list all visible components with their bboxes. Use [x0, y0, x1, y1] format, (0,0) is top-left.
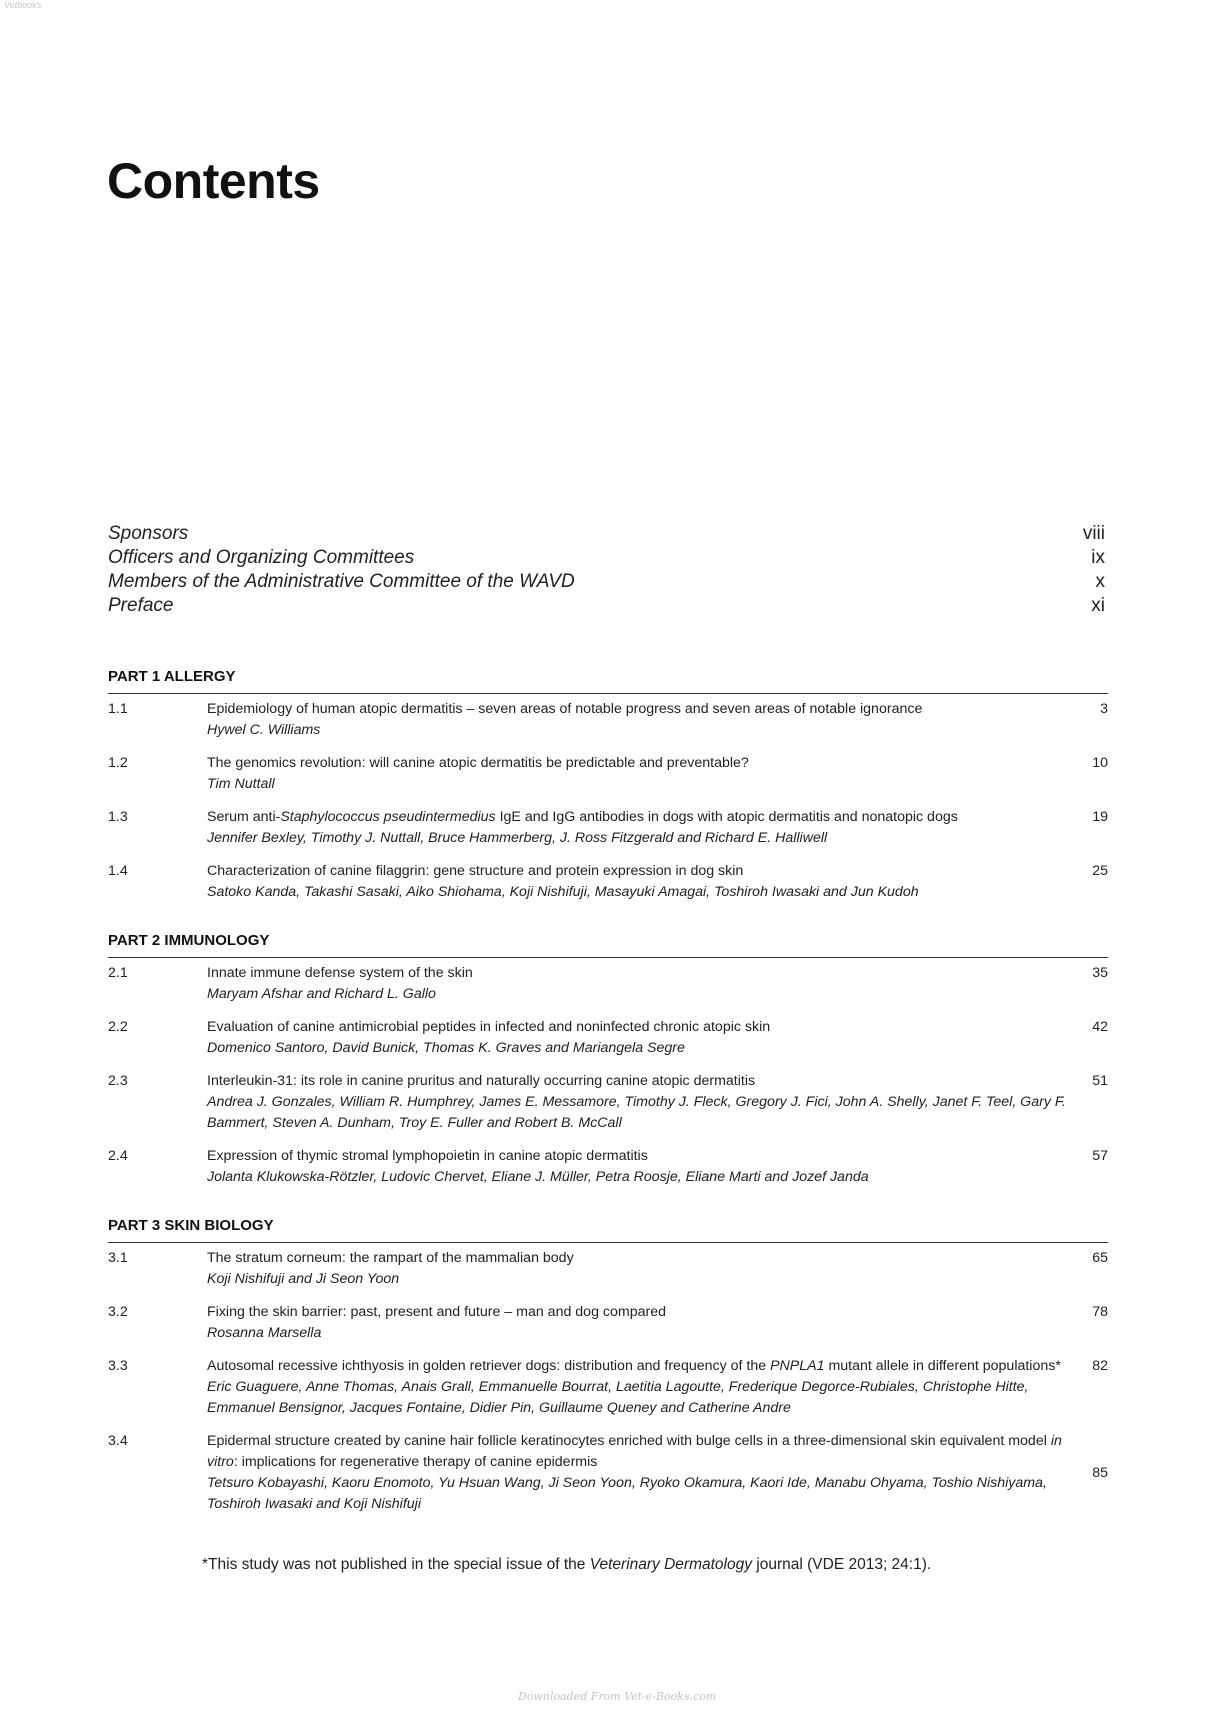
- entry-authors: Andrea J. Gonzales, William R. Humphrey, James E. Messamore, Timothy J. Fleck, Gregory J. Fici, John A. Shelly, Janet F. Teel, Gary F. Bammert, Steven A. Dunham, Troy E. Fuller and Robert B. McCall: [207, 1094, 1066, 1131]
- part-spacer: [108, 1200, 1108, 1215]
- page-title: Contents: [107, 153, 320, 209]
- entry-text: [207, 1356, 1069, 1419]
- table-of-contents: [108, 666, 1108, 1527]
- toc-entry[interactable]: [108, 1431, 1108, 1515]
- footnote-journal: Veterinary Dermatology: [589, 1556, 752, 1573]
- entry-title-text: Autosomal recessive ichthyosis in golden retriever dogs: distribution and frequency of the: [207, 1358, 771, 1374]
- entry-title: [207, 1017, 1069, 1038]
- entry-authors: Rosanna Marsella: [207, 1325, 322, 1341]
- front-matter-title: Officers and Organizing Committees: [108, 547, 415, 568]
- entry-page-number: 10: [1092, 755, 1108, 771]
- entry-authors: Koji Nishifuji and Ji Seon Yoon: [207, 1271, 400, 1287]
- entry-authors: Maryam Afshar and Richard L. Gallo: [207, 986, 436, 1002]
- entry-authors: Jolanta Klukowska-Rötzler, Ludovic Chervet, Eliane J. Müller, Petra Roosje, Eliane Marti and Jozef Janda: [207, 1169, 869, 1185]
- toc-part: [108, 1215, 1108, 1515]
- toc-part: [108, 930, 1108, 1188]
- entry-title: [207, 1146, 1069, 1167]
- front-matter-item[interactable]: [108, 570, 1105, 594]
- entry-title-text: Interleukin-31: its role in canine pruritus and naturally occurring canine atopic dermatitis: [207, 1073, 756, 1089]
- entry-authors: Domenico Santoro, David Bunick, Thomas K. Graves and Mariangela Segre: [207, 1040, 685, 1056]
- front-matter-page: x: [1095, 571, 1105, 592]
- entry-text: [207, 1071, 1069, 1134]
- entry-page-number: 57: [1092, 1148, 1108, 1164]
- toc-entry[interactable]: [108, 753, 1108, 795]
- corner-mark: Vetbooks: [4, 0, 42, 10]
- entry-number: 2.1: [108, 965, 128, 981]
- toc-entry[interactable]: [108, 1248, 1108, 1290]
- part-spacer: [108, 915, 1108, 930]
- front-matter-title: Members of the Administrative Committee of the WAVD: [108, 571, 575, 592]
- entry-number: 3.3: [108, 1358, 128, 1374]
- entry-authors: Tetsuro Kobayashi, Kaoru Enomoto, Yu Hsuan Wang, Ji Seon Yoon, Ryoko Okamura, Kaori Ide, Manabu Ohyama, Toshio Nishiyama, Toshiroh Iwasaki and Koji Nishifuji: [207, 1475, 1047, 1512]
- entry-page-number: 82: [1092, 1358, 1108, 1374]
- entry-number: 1.1: [108, 701, 128, 717]
- entry-title-text: Expression of thymic stromal lymphopoietin in canine atopic dermatitis: [207, 1148, 648, 1164]
- front-matter-title: Sponsors: [108, 523, 189, 544]
- entry-text: [207, 1302, 1069, 1344]
- entry-title-italic: PNPLA1: [770, 1358, 825, 1374]
- toc-entry[interactable]: [108, 861, 1108, 903]
- entry-page-number: 85: [1092, 1464, 1108, 1481]
- entry-text: [207, 963, 1069, 1005]
- entry-title-italic: in vitro: [207, 1433, 1062, 1470]
- front-matter-list: [108, 522, 1105, 618]
- entry-title-text-end: mutant allele in different populations*: [824, 1358, 1061, 1374]
- entry-title-text: Fixing the skin barrier: past, present and future – man and dog compared: [207, 1304, 666, 1320]
- entry-page-number: 78: [1092, 1304, 1108, 1320]
- entry-title: [207, 753, 1069, 774]
- entry-title: [207, 861, 1069, 882]
- footnote: [202, 1556, 931, 1574]
- toc-entry[interactable]: [108, 1071, 1108, 1134]
- toc-entry[interactable]: [108, 1146, 1108, 1188]
- toc-entry[interactable]: [108, 1017, 1108, 1059]
- footnote-text: *This study was not published in the special issue of the: [202, 1556, 590, 1573]
- entry-authors: Tim Nuttall: [207, 776, 275, 792]
- part-heading: PART 3 SKIN BIOLOGY: [108, 1215, 1108, 1243]
- entry-text: [207, 753, 1069, 795]
- entry-text: [207, 807, 1069, 849]
- front-matter-item[interactable]: [108, 594, 1105, 618]
- entry-title: [207, 1071, 1069, 1092]
- entry-title-italic: Staphylococcus pseudintermedius: [280, 809, 496, 825]
- entry-title-text: The stratum corneum: the rampart of the mammalian body: [207, 1250, 574, 1266]
- entry-title: [207, 699, 1069, 720]
- entry-title: [207, 1356, 1069, 1377]
- part-heading: PART 2 IMMUNOLOGY: [108, 930, 1108, 958]
- front-matter-title: Preface: [108, 595, 174, 616]
- front-matter-page: xi: [1091, 595, 1105, 616]
- entry-title-text: Characterization of canine filaggrin: gene structure and protein expression in dog skin: [207, 863, 744, 879]
- entry-title-text: Epidermal structure created by canine hair follicle keratinocytes enriched with bulge cells in a three-dimensional skin equivalent model: [207, 1433, 1051, 1449]
- entry-text: [207, 1146, 1069, 1188]
- entry-page-number: 35: [1092, 965, 1108, 981]
- entry-page-number: 19: [1092, 809, 1108, 825]
- watermark: Downloaded From Vet-e-Books.com: [518, 1690, 717, 1703]
- part-heading: PART 1 ALLERGY: [108, 666, 1108, 694]
- entry-number: 2.4: [108, 1148, 128, 1164]
- front-matter-page: ix: [1091, 547, 1105, 568]
- toc-entry[interactable]: [108, 807, 1108, 849]
- toc-entry[interactable]: [108, 963, 1108, 1005]
- entry-title: [207, 1302, 1069, 1323]
- front-matter-item[interactable]: [108, 546, 1105, 570]
- entry-number: 3.2: [108, 1304, 128, 1320]
- entry-text: [207, 1248, 1069, 1290]
- front-matter-page: viii: [1082, 523, 1105, 544]
- entry-number: 1.3: [108, 809, 128, 825]
- toc-entry[interactable]: [108, 1356, 1108, 1419]
- entry-number: 1.2: [108, 755, 128, 771]
- toc-entry[interactable]: [108, 699, 1108, 741]
- entry-number: 2.2: [108, 1019, 128, 1035]
- entry-page-number: 65: [1092, 1250, 1108, 1266]
- entry-title-text: Serum anti-: [207, 809, 281, 825]
- toc-part: [108, 666, 1108, 903]
- entry-page-number: 51: [1092, 1073, 1108, 1089]
- entry-number: 2.3: [108, 1073, 128, 1089]
- entry-authors: Eric Guaguere, Anne Thomas, Anais Grall, Emmanuelle Bourrat, Laetitia Lagoutte, Frederique Degorce-Rubiales, Christophe Hitte, Emmanuel Bensignor, Jacques Fontaine, Didier Pin, Guillaume Queney and Catherine Andre: [207, 1379, 1029, 1416]
- entry-text: [207, 1431, 1069, 1515]
- entry-title: [207, 807, 1069, 828]
- entry-title-text-end: IgE and IgG antibodies in dogs with atopic dermatitis and nonatopic dogs: [495, 809, 958, 825]
- entry-title-text: Innate immune defense system of the skin: [207, 965, 473, 981]
- entry-page-number: 3: [1100, 701, 1108, 717]
- entry-title: [207, 1248, 1069, 1269]
- entry-authors: Hywel C. Williams: [207, 722, 321, 738]
- toc-entry[interactable]: [108, 1302, 1108, 1344]
- entry-text: [207, 1017, 1069, 1059]
- entry-number: 3.1: [108, 1250, 128, 1266]
- entry-text: [207, 699, 1069, 741]
- entry-page-number: 42: [1092, 1019, 1108, 1035]
- entry-authors: Satoko Kanda, Takashi Sasaki, Aiko Shiohama, Koji Nishifuji, Masayuki Amagai, Toshiroh Iwasaki and Jun Kudoh: [207, 884, 919, 900]
- entry-title-text: The genomics revolution: will canine atopic dermatitis be predictable and preventable?: [207, 755, 749, 771]
- entry-title-text: Epidemiology of human atopic dermatitis – seven areas of notable progress and seven areas of notable ignorance: [207, 701, 923, 717]
- footnote-text-end: journal (VDE 2013; 24:1).: [751, 1556, 932, 1573]
- entry-number: 1.4: [108, 863, 128, 879]
- entry-number: 3.4: [108, 1433, 128, 1449]
- entry-authors: Jennifer Bexley, Timothy J. Nuttall, Bruce Hammerberg, J. Ross Fitzgerald and Richard E. Halliwell: [207, 830, 828, 846]
- entry-title: [207, 963, 1069, 984]
- entry-text: [207, 861, 1069, 903]
- entry-title: [207, 1431, 1069, 1473]
- entry-page-number: 25: [1092, 863, 1108, 879]
- front-matter-item[interactable]: [108, 522, 1105, 546]
- entry-title-text: Evaluation of canine antimicrobial peptides in infected and noninfected chronic atopic skin: [207, 1019, 771, 1035]
- entry-title-text-end: : implications for regenerative therapy of canine epidermis: [233, 1454, 598, 1470]
